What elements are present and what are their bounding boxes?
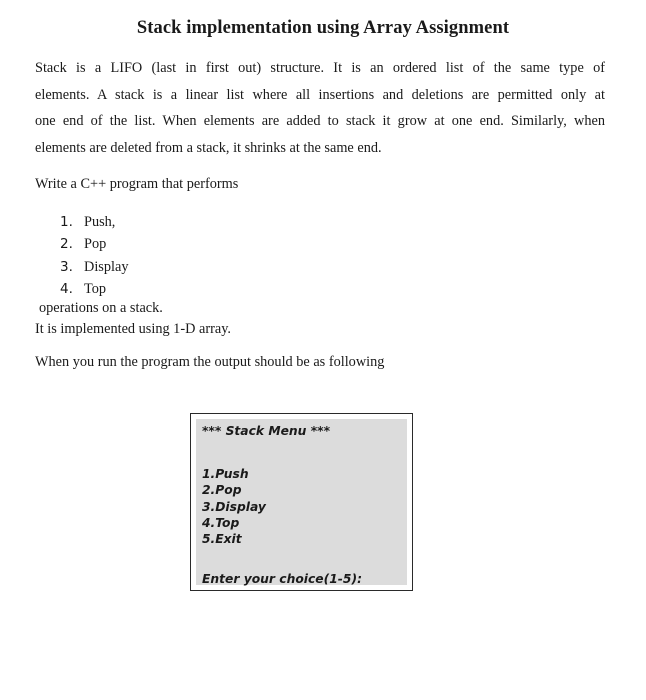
task-intro: Write a C++ program that performs <box>35 176 239 192</box>
list-number: 3. <box>60 258 73 275</box>
list-label: Pop <box>84 236 107 253</box>
list-item <box>60 256 128 278</box>
intro-paragraph <box>35 55 605 161</box>
console-menu-item: 4.Top <box>202 515 240 530</box>
console-output-box <box>190 413 413 591</box>
list-item <box>60 211 128 233</box>
list-label: Display <box>84 258 129 275</box>
paragraph-line: Stack is a LIFO (last in first out) structure. It is an ordered list of the same type of <box>35 60 605 76</box>
list-item <box>60 278 128 300</box>
console-menu-item: 5.Exit <box>202 532 242 547</box>
paragraph-line: elements. A stack is a linear list where all insertions and deletions are permitted only at <box>35 86 605 103</box>
list-item <box>60 233 128 255</box>
list-number: 1. <box>60 214 73 230</box>
list-label: Push, <box>84 214 116 230</box>
operations-note: operations on a stack. <box>39 300 163 316</box>
document-title: Stack implementation using Array Assignment <box>136 18 510 38</box>
list-number: 2. <box>60 236 73 253</box>
operations-list <box>60 211 128 300</box>
console-menu-item: 1.Push <box>202 467 249 481</box>
console-prompt: Enter your choice(1-5): <box>202 572 362 586</box>
output-instruction: When you run the program the output should be as following <box>35 354 385 370</box>
console-menu-item: 2.Pop <box>202 483 242 498</box>
console-menu-item: 3.Display <box>202 499 266 514</box>
console-header: *** Stack Menu *** <box>202 424 331 438</box>
console-menu <box>202 466 266 547</box>
list-label: Top <box>84 280 107 297</box>
list-number: 4. <box>60 280 73 297</box>
paragraph-line: one end of the list. When elements are added to stack it grow at one end. Similarly, when <box>35 113 605 129</box>
console-screen <box>196 419 407 585</box>
paragraph-line: elements are deleted from a stack, it shrinks at the same end. <box>35 139 382 156</box>
implementation-note: It is implemented using 1-D array. <box>35 321 232 337</box>
